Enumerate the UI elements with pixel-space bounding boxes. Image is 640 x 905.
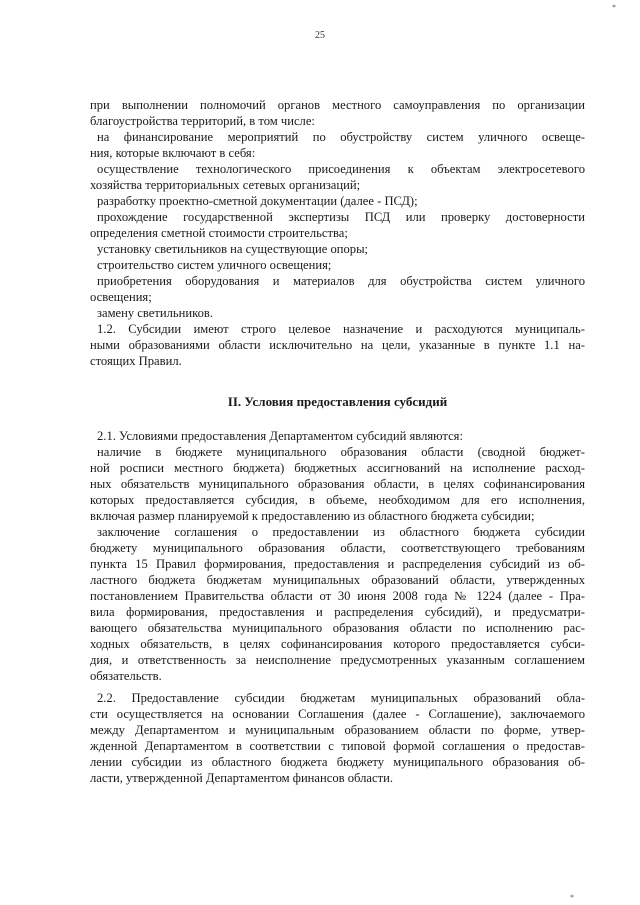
- text-line: вающего обязательства муниципального образования области по исполнению рас-: [90, 621, 585, 635]
- text-line: осуществление технологического присоединения к объектам электросетевого: [97, 162, 585, 176]
- text-line: жденной Департаментом в соответствии с типовой формой соглашения о предостав-: [90, 739, 585, 753]
- text-line: ной росписи местного бюджета) бюджетных ассигнований на исполнение расход-: [90, 461, 585, 475]
- section-heading: II. Условия предоставления субсидий: [227, 394, 448, 409]
- text-line: дия, и ответственность за неисполнение предусмотренных указанным соглашением: [90, 653, 585, 667]
- text-line: постановлением Правительства области от 30 июня 2008 года № 1224 (далее - Пра-: [90, 589, 585, 603]
- text-line: освещения;: [90, 290, 152, 304]
- text-line: приобретения оборудования и материалов для обустройства систем уличного: [97, 274, 585, 288]
- page-number: 25: [315, 30, 325, 41]
- text-line: между Департаментом и муниципальным образованием области по форме, утвер-: [90, 723, 585, 737]
- text-line: ходных обязательств, в целях софинансирования которого предоставляется субси-: [90, 637, 585, 651]
- text-line: наличие в бюджете муниципального образования области (сводной бюджет-: [97, 445, 585, 459]
- text-line: строительство систем уличного освещения;: [97, 258, 332, 272]
- text-line: ными образованиями области исключительно на цели, указанные в пункте 1.1 на-: [90, 338, 585, 352]
- text-line: стоящих Правил.: [90, 354, 182, 368]
- text-line: бюджету муниципального образования области, соответствующего требованиям: [90, 541, 585, 555]
- text-line: установку светильников на существующие опоры;: [97, 242, 369, 256]
- text-line: вила формирования, предоставления и распределения субсидий), и предусматри-: [90, 605, 585, 619]
- text-line: прохождение государственной экспертизы ПСД или проверку достоверности: [97, 210, 585, 224]
- text-line: при выполнении полномочий органов местного самоуправления по организации: [90, 98, 585, 112]
- text-line: ласти, утвержденной Департаментом финансов области.: [90, 771, 393, 785]
- text-line: включая размер планируемой к предоставлению из областного бюджета субсидии;: [90, 509, 535, 523]
- text-line: замену светильников.: [97, 306, 213, 320]
- text-line: обязательств.: [90, 669, 162, 683]
- text-line: сти осуществляется на основании Соглашения (далее - Соглашение), заключаемого: [90, 707, 585, 721]
- text-line: заключение соглашения о предоставлении из областного бюджета субсидии: [97, 525, 585, 539]
- text-line: разработку проектно-сметной документации (далее - ПСД);: [97, 194, 418, 208]
- text-line: лении субсидии из областного бюджета бюджету муниципального образования об-: [90, 755, 585, 769]
- text-line: 1.2. Субсидии имеют строго целевое назначение и расходуются муниципаль-: [97, 322, 585, 336]
- text-line: которых предоставляется субсидия, в объеме, необходимом для его исполнения,: [90, 493, 585, 507]
- text-line: на финансирование мероприятий по обустройству систем уличного освеще-: [97, 130, 585, 144]
- corner-mark: *: [612, 3, 616, 12]
- text-line: ния, которые включают в себя:: [90, 146, 256, 160]
- text-line: ных обязательств муниципального образования области, в целях софинансирования: [90, 477, 585, 491]
- text-line: 2.2. Предоставление субсидии бюджетам муниципальных образований обла-: [97, 691, 585, 705]
- text-line: благоустройства территорий, в том числе:: [90, 114, 315, 128]
- text-line: определения сметной стоимости строительства;: [90, 226, 348, 240]
- text-line: 2.1. Условиями предоставления Департаментом субсидий являются:: [97, 429, 463, 443]
- text-line: пункта 15 Правил формирования, предоставления и распределения субсидий из об-: [90, 557, 585, 571]
- text-line: хозяйства территориальных сетевых организаций;: [90, 178, 361, 192]
- bottom-mark: *: [570, 893, 574, 902]
- text-line: ластного бюджета бюджетам муниципальных образований области, утвержденных: [90, 573, 585, 587]
